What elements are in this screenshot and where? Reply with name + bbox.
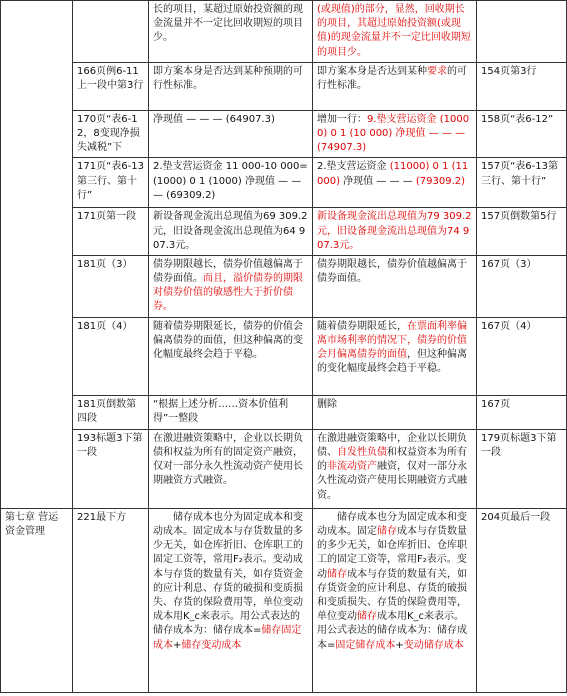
table-row: [1, 429, 567, 508]
corrected-cell: [313, 62, 477, 110]
table-row: [1, 110, 567, 158]
text-segment: 债券期限越长，债券价值越偏离于债券面值。: [317, 258, 467, 285]
corrected-cell: [313, 508, 477, 692]
text-segment: 净现值 — — —: [340, 175, 416, 187]
table-row: [1, 255, 567, 317]
corrected-text-red: 在票面利率偏离市场利率的情况下，债券的价值会月偏离债券的面值: [317, 320, 467, 361]
table-row: [1, 208, 567, 256]
new-page-cell: 167页（4）: [477, 317, 567, 395]
corrected-cell: [313, 255, 477, 317]
new-page-cell: 157页倒数第5行: [477, 208, 567, 256]
corrected-text-red: 净现值 — — — (74907.3): [317, 127, 466, 154]
table-row: [1, 508, 567, 692]
new-page-cell: 154页第3行: [477, 62, 567, 110]
corrected-text-red: 非流动资产: [327, 461, 377, 473]
text-segment: 随着债券期限延长，: [317, 320, 407, 332]
corrected-cell: [313, 317, 477, 395]
corrected-text-red: 储存变动成本: [181, 639, 242, 651]
corrected-text-red: (11000) 0 1 (11000): [317, 161, 469, 187]
text-segment: 成本用K_c来表示。用公式表达的储存成本为：储存成本=: [317, 611, 467, 651]
new-page-cell: 157页“表6-13第三行、第十行”: [477, 158, 567, 208]
text-segment: 储存成本也分为固定成本和变动成本。固定成本与存货数量的多少无关，如仓库折旧、仓库职工的固定工资等，常用F₂表示。变动成本与存货的数量有关，如存货资金的应计利息、存货的破损和变质损失、存货的保险费用等，单位变动成本用K_c来表示。用公式表达的储存成本为：储存成本=: [153, 511, 303, 637]
text-segment: 的可行性标准。: [317, 65, 467, 91]
text-segment: +: [173, 639, 182, 651]
location-cell: 181页倒数第四段: [73, 395, 149, 429]
table-row: [1, 317, 567, 395]
location-cell: 171页“表6-13第三行、第十行”: [73, 158, 149, 208]
text-segment: 融资，仅对一部分永久性流动资产使用长期融资方式融资。: [317, 461, 467, 501]
location-cell: [73, 1, 149, 63]
text-segment: 增加一行：: [317, 113, 367, 125]
corrected-cell: [313, 158, 477, 208]
text-segment: 在激进融资策略中，企业以长期负债、: [317, 432, 467, 459]
corrected-text-red: 自发性负债: [337, 447, 387, 459]
original-cell: 即方案本身是否达到某种预期的可行性标准。: [149, 62, 313, 110]
original-cell: 长的项目，某超过原始投资额的现金流量并不一定比回收期短的项目少。: [149, 1, 313, 63]
corrected-cell: [313, 110, 477, 158]
corrected-text-red: (或现值)的部分，显然，回收期长的项目，: [317, 4, 465, 30]
new-page-cell: 167页（3）: [477, 255, 567, 317]
corrected-cell: [313, 1, 477, 63]
original-cell: 在激进融资策略中，企业以长期负债和权益为所有的固定资产融资，仅对一部分永久性流动资产使用长期融资方式融资。: [149, 429, 313, 508]
text-segment: 即方案本身是否达到某种: [317, 65, 427, 77]
new-page-cell: [477, 1, 567, 63]
location-cell: 221最下方: [73, 508, 149, 692]
chapter-cell-empty: [1, 1, 73, 509]
corrected-text-red: 9.垫支营运资金 (10000) 0 1 (10 000): [317, 113, 470, 139]
location-cell: 181页（4）: [73, 317, 149, 395]
original-cell: [149, 508, 313, 692]
new-page-cell: 158页“表6-12”: [477, 110, 567, 158]
text-segment: 和权益资本为所有的: [317, 447, 467, 473]
corrected-text-red: (79309.2): [415, 175, 466, 187]
text-segment: 储存成本也分为固定成本和变动成本。固定: [317, 511, 467, 538]
original-cell: 随着债券期限延长，债券的价值会偏离债券的面值，但这种偏离的变化幅度最终会趋于平稳。: [149, 317, 313, 395]
original-cell: 净现值 — — — (64907.3): [149, 110, 313, 158]
original-cell: 新设备现金流出总现值为69 309.2元，旧设备现金流出总现值为64 907.3元。: [149, 208, 313, 256]
location-cell: 166页例6-11上一段中第3行: [73, 62, 149, 110]
table-row: [1, 395, 567, 429]
table-row: [1, 158, 567, 208]
corrected-cell: [313, 208, 477, 256]
text-segment: 成本与存货数量的多少无关，如仓库折旧、仓库职工的固定工资等，常用F₂表示。变动: [317, 526, 467, 580]
table-row: [1, 62, 567, 110]
corrected-text-red: 储存固定成本: [153, 625, 302, 651]
original-cell: 2.垫支营运资金 11 000-10 000=(1000) 0 1 (1000) 净现值 — — — (69309.2): [149, 158, 313, 208]
table-row: [1, 1, 567, 63]
text-segment: ，但这种偏离的变化幅度最终会趋于平稳。: [317, 349, 467, 375]
location-cell: 171页第一段: [73, 208, 149, 256]
new-page-cell: 179页标题3下第一段: [477, 429, 567, 508]
corrected-text-red: 固定储存成本: [335, 639, 396, 651]
chapter-cell: 第七章 营运资金管理: [1, 508, 73, 692]
corrected-text-red: 而且，溢价债券的期限对债券价值的敏感性大于折价债券。: [153, 273, 303, 313]
corrected-text-red: 储存: [327, 568, 347, 580]
corrected-cell: 删除: [313, 395, 477, 429]
new-page-cell: 204页最后一段: [477, 508, 567, 692]
text-segment: 成本与存货的数量有关，如存货资金的应计利息、存货的破损和变质损失、存货的保险费用等，单位变动: [317, 568, 467, 623]
corrected-text-red: 储存: [377, 526, 397, 538]
text-segment: 2.垫支营运资金: [317, 161, 390, 173]
corrected-text-red: 储存: [357, 611, 377, 623]
corrected-text-red: 要求: [427, 65, 447, 77]
corrected-text-red: 变动储存成本: [403, 639, 464, 651]
corrected-cell: [313, 429, 477, 508]
new-page-cell: 167页: [477, 395, 567, 429]
text-segment: +: [395, 639, 404, 651]
corrected-text-red: 其超过原始投资额(或现值)的现金流量并不一定比回收期短的项目少。: [317, 18, 471, 58]
location-cell: 193标题3下第一段: [73, 429, 149, 508]
corrected-text-red: 新设备现金流出总现值为79 309.2元，旧设备现金流出总现值为74 907.3元。: [317, 211, 472, 251]
text-segment: 债券期限越长，债券价值越偏离于债券面值。: [153, 258, 303, 285]
original-cell: “根据上述分析……资本价值利得”一整段: [149, 395, 313, 429]
location-cell: 181页（3）: [73, 255, 149, 317]
original-cell: [149, 255, 313, 317]
location-cell: 170页“表6-12，8变现净损失减税”下: [73, 110, 149, 158]
errata-body: [1, 1, 567, 693]
